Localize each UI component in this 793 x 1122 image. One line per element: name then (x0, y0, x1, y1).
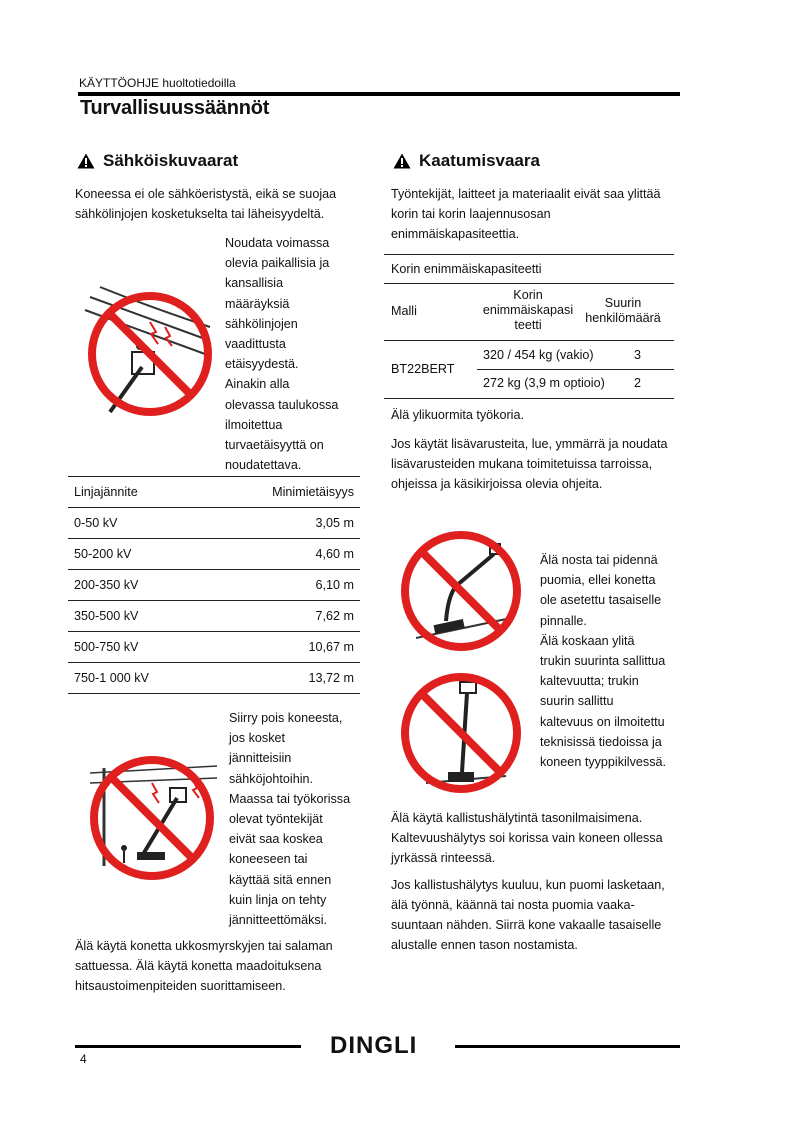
cap-table-caption: Korin enimmäiskapasiteetti (391, 262, 542, 276)
footer-rule-right (455, 1045, 680, 1048)
cap-table-row-rule (477, 369, 674, 370)
clearance-instruction: Noudata voimassa olevia paikallisia ja kansallisia määräyksiä sähkölinjojen vaadittusta etäisyydestä. Ainakin alla olevassa taulukossa ilmoitettua turvaetäisyyttä on noudatettava. (225, 236, 339, 473)
no-overload-text: Älä ylikuormita työkoria. (391, 408, 524, 422)
table-header-row (68, 477, 360, 508)
col-header-capacity: Korin enimmäiskapasi teetti (482, 288, 574, 332)
extend-on-slope-prohibited-icon (396, 526, 526, 656)
table-row: 200-350 kV 6,10 m (68, 570, 360, 601)
tipover-intro: Työntekijät, laitteet ja materiaalit eivät saa ylittää korin tai korin laajennusosan enimmäiskapasiteettia. (391, 187, 661, 241)
cap-table-caption-rule (384, 283, 674, 284)
table-row: 750-1 000 kV 13,72 m (68, 663, 360, 694)
page-number: 4 (80, 1052, 87, 1066)
manual-header-label: KÄYTTÖOHJE huoltotiedoilla (79, 76, 236, 90)
col-header-distance: Minimietäisyys (208, 477, 360, 508)
footer-rule-left (75, 1045, 301, 1048)
col-header-model: Malli (391, 304, 417, 318)
table-row: 350-500 kV 7,62 m (68, 601, 360, 632)
table-row: 0-50 kV 3,05 m (68, 508, 360, 539)
header-rule (78, 92, 680, 96)
section-electrocution (77, 151, 238, 171)
cap-row-2-persons: 2 (634, 376, 642, 390)
warning-icon (393, 153, 411, 169)
accessories-text: Jos käytät lisävarusteita, lue, ymmärrä ja noudata lisävarusteiden mukana toimitetuissa tarroissa, ohjeissa ja käsikirjoissa olevia ohjeita. (391, 437, 668, 491)
voltage-distance-table (68, 476, 360, 694)
section-title-electrocution: Sähköiskuvaarat (103, 151, 239, 170)
col-header-persons: Suurin henkilömäärä (585, 296, 661, 325)
slope-instruction: Älä nosta tai pidennä puomia, ellei konetta ole asetettu tasaiselle pinnalle. Älä koskaan ylitä trukin suurinta sallittua kaltevuutta; trukin suurin sallittu kaltevuus on ilmoitettu teknisissä tiedoissa ja koneen tyyppikilvessä. (540, 553, 667, 770)
page-title: Turvallisuussäännöt (80, 97, 270, 119)
brand-logo: DINGLI (330, 1032, 418, 1059)
cap-table-top-rule (384, 254, 674, 255)
cap-table-model: BT22BERT (391, 362, 455, 376)
live-wire-contact-prohibited-icon (82, 748, 222, 888)
col-header-voltage: Linjajännite (68, 477, 208, 508)
cap-table-bottom-rule (384, 398, 674, 399)
section-tipover (393, 151, 540, 171)
cap-row-2-capacity: 272 kg (3,9 m optioio) (483, 376, 605, 390)
table-row: 50-200 kV 4,60 m (68, 539, 360, 570)
tilt-alarm-text: Älä käytä kallistushälytintä tasonilmaisimena. Kaltevuushälytys soi korissa vain koneen ollessa jyrkässä rinteessä. (391, 811, 663, 865)
cap-table-header-rule (384, 340, 674, 341)
cap-row-1-capacity: 320 / 454 kg (vakio) (483, 348, 594, 362)
tilt-limit-prohibited-icon (396, 668, 526, 798)
section-title-tipover: Kaatumisvaara (419, 151, 540, 170)
storm-warning: Älä käytä konetta ukkosmyrskyjen tai salaman sattuessa. Älä käytä konetta maadoituksena hitsaustoimenpiteiden suorittamiseen. (75, 939, 333, 993)
cap-row-1-persons: 3 (634, 348, 642, 362)
move-away-instruction: Siirry pois koneesta, jos kosket jännitteisiin sähköjohtoihin. Maassa tai työkorissa olevat työntekijät eivät saa koskea koneeseen tai käyttää sitä ennen kuin linja on tehty jännitteettömäksi. (229, 711, 351, 928)
table-row: 500-750 kV 10,67 m (68, 632, 360, 663)
warning-icon (77, 153, 95, 169)
tilt-action-text: Jos kallistushälytys kuuluu, kun puomi lasketaan, älä työnnä, käännä tai nosta puomia vaaka-suuntaan nähden. Siirrä kone vakaalle tasaiselle alustalle ennen tason nostamista. (391, 878, 665, 952)
electrocution-intro: Koneessa ei ole sähköeristystä, eikä se suojaa sähkölinjojen kosketukselta tai läheisyydeltä. (75, 187, 337, 221)
power-line-prohibited-icon (80, 282, 220, 422)
